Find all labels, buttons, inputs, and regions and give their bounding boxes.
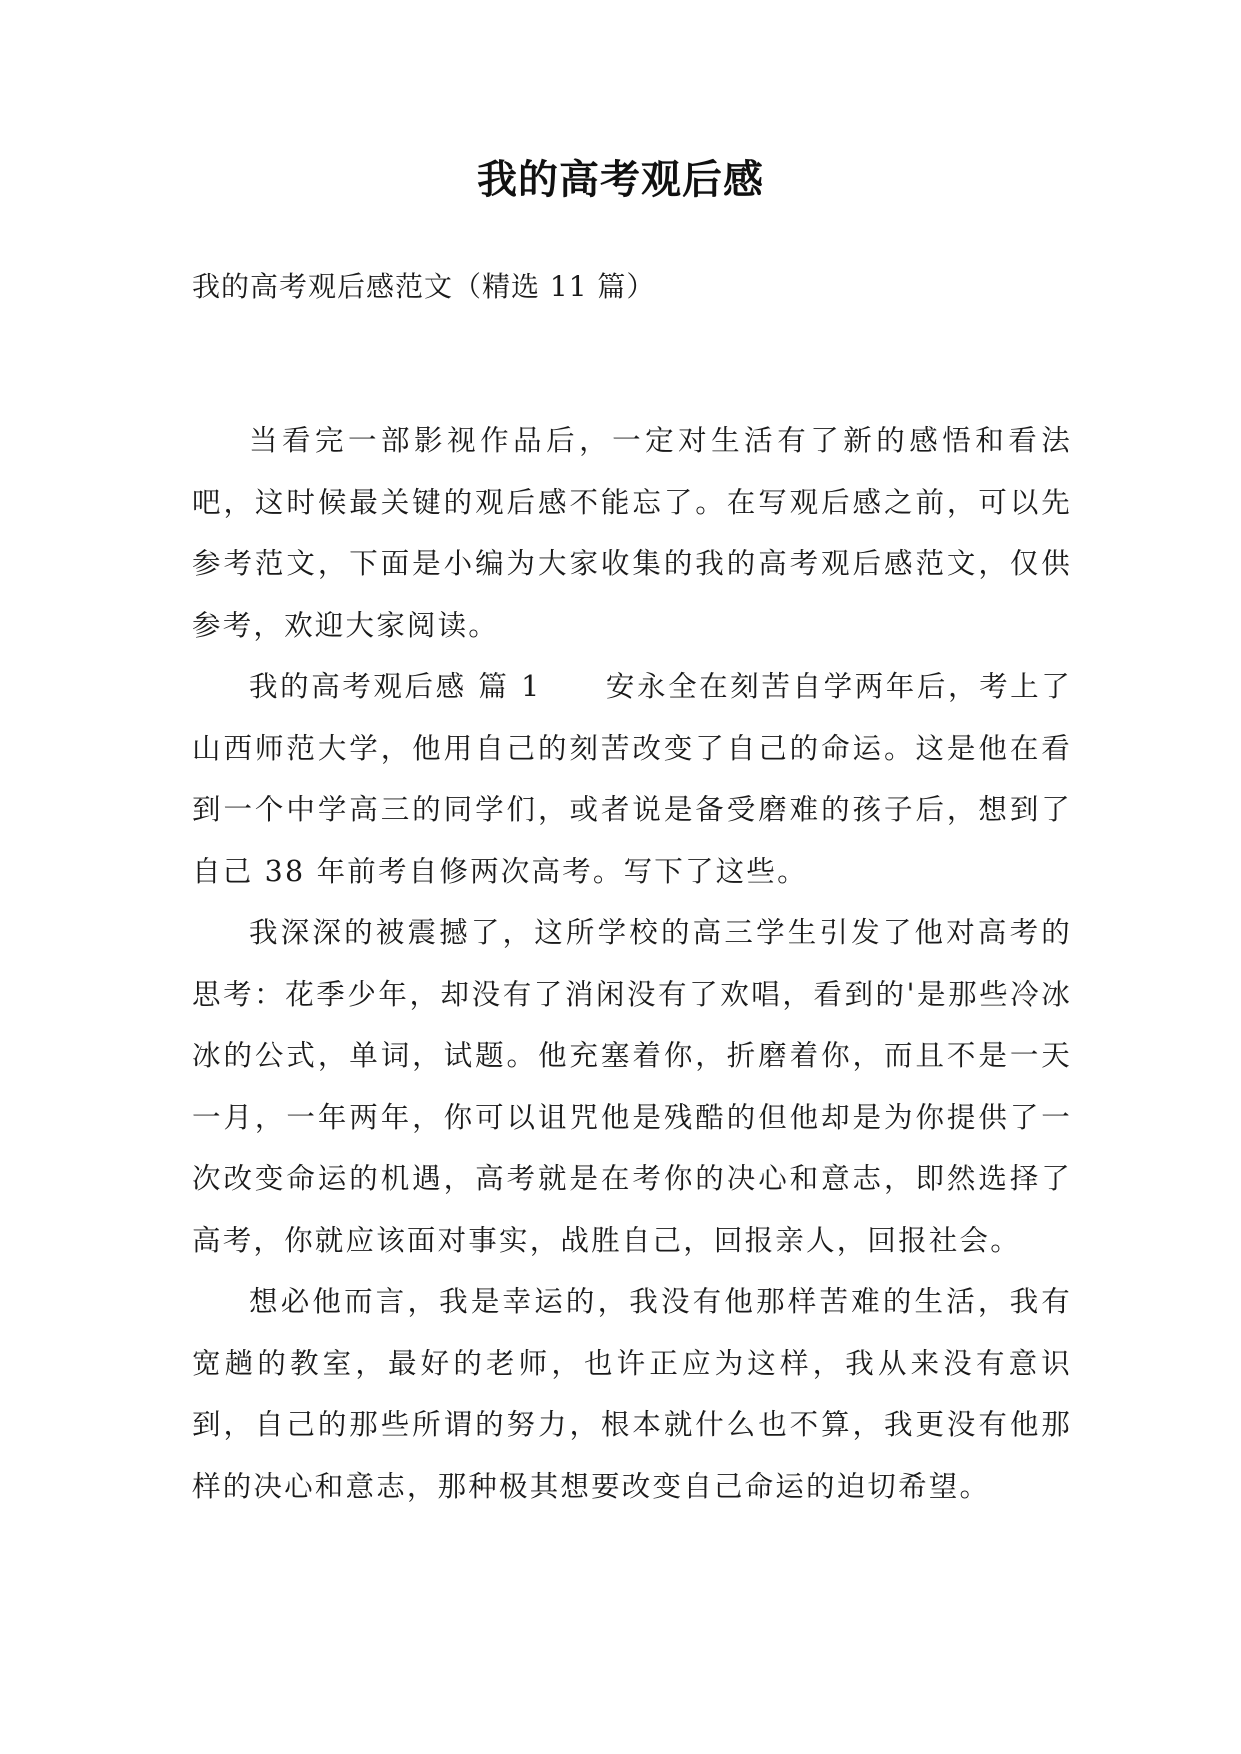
document-title: 我的高考观后感: [477, 156, 764, 203]
section-1-paragraph-2: 我深深的被震撼了，这所学校的高三学生引发了他对高考的思考：花季少年，却没有了消闲没有了欢唱，看到的'是那些冷冰冰的公式，单词，试题。他充塞着你，折磨着你，而且不是一天一月，一年两年，你可以诅咒他是残酷的但他却是为你提供了一次改变命运的机遇，高考就是在考你的决心和意志，即然选择了高考，你就应该面对事实，战胜自己，回报亲人，回报社会。: [192, 916, 1072, 1257]
section-1-text: 安永全在刻苦自学两年后，考上了山西师范大学，他用自己的刻苦改变了自己的命运。这是他在看到一个中学高三的同学们，或者说是备受磨难的孩子后，想到了自己 38 年前考自修两次高考。写下了这些。: [192, 670, 1072, 888]
section-1-paragraph-3: 想必他而言，我是幸运的，我没有他那样苦难的生活，我有宽趟的教室，最好的老师，也许正应为这样，我从来没有意识到，自己的那些所谓的努力，根本就什么也不算，我更没有他那样的决心和意志，那种极其想要改变自己命运的迫切希望。: [192, 1285, 1072, 1503]
section-1-heading: 我的高考观后感 篇 1: [249, 670, 542, 703]
intro-paragraph: 当看完一部影视作品后，一定对生活有了新的感悟和看法吧，这时候最关键的观后感不能忘了。在写观后感之前，可以先参考范文，下面是小编为大家收集的我的高考观后感范文，仅供参考，欢迎大家阅读。: [192, 424, 1072, 642]
document-subtitle: 我的高考观后感范文（精选 11 篇）: [192, 270, 656, 303]
section-1-paragraph: [192, 656, 1072, 902]
document-body: [192, 410, 1072, 1517]
